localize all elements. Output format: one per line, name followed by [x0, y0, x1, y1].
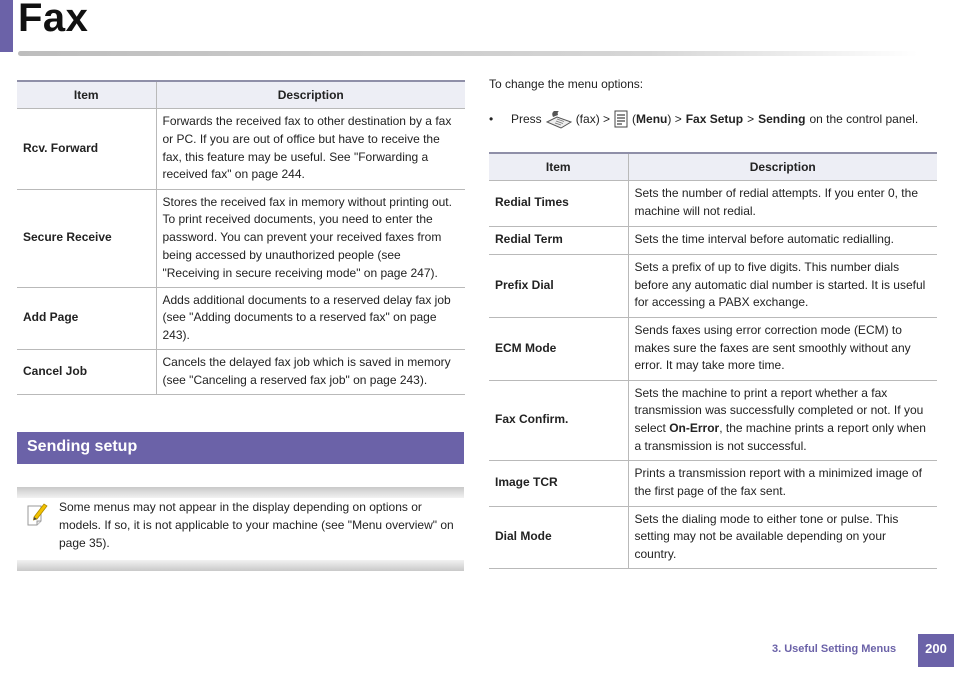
press-label: Press: [511, 112, 542, 126]
row-item: Image TCR: [489, 460, 628, 506]
row-item: Rcv. Forward: [17, 108, 156, 189]
table-row: [489, 380, 937, 460]
table-row: [489, 254, 937, 317]
note-bottom-band: [17, 560, 464, 571]
row-description: Sets the dialing mode to either tone or pulse. This setting may not be available depending on your country.: [634, 511, 899, 562]
fax-setup-label: Fax Setup: [685, 112, 744, 126]
section-heading: Sending setup: [17, 432, 464, 464]
row-item: Redial Term: [489, 226, 628, 254]
separator-gt: >: [747, 112, 755, 126]
row-item: Dial Mode: [489, 506, 628, 568]
paren-open: (: [632, 112, 637, 126]
row-description: Sends faxes using error correction mode (ECM) to makes sure the faxes are sent smoothly without any error. It may take more time.: [634, 322, 911, 373]
fax-icon: [545, 108, 573, 130]
row-description: Stores the received fax in memory without printing out. To print received documents, you need to enter the password. You can prevent your received faxes from being accessed by unauthorized people (see "Receiving in secure receiving mode" on page 247).: [162, 194, 452, 280]
table-row: [489, 317, 937, 380]
note-top-band: [17, 487, 464, 498]
column-header-item: Item: [17, 81, 156, 108]
row-item: Redial Times: [489, 180, 628, 226]
column-header-description: Description: [628, 153, 937, 180]
row-description: Cancels the delayed fax job which is saved in memory (see "Canceling a reserved fax job" on page 243).: [162, 355, 451, 387]
instruction-tail: on the control panel.: [809, 112, 919, 126]
table-header-row: [489, 153, 937, 180]
menu-label: Menu: [636, 112, 668, 126]
table-row: [17, 287, 465, 349]
row-description: Sets a prefix of up to five digits. This number dials before any automatic dial number is started. It is useful for accessing a PABX exchange.: [634, 259, 926, 310]
row-item: Secure Receive: [17, 189, 156, 287]
row-description: Sets the time interval before automatic redialling.: [634, 232, 894, 247]
column-header-item: Item: [489, 153, 628, 180]
title-divider: [18, 51, 918, 56]
on-error-label: On-Error: [669, 421, 720, 436]
menu-icon: [613, 110, 629, 128]
row-item: ECM Mode: [489, 317, 628, 380]
table-row: [489, 180, 937, 226]
page-title: Fax: [18, 0, 89, 40]
row-item: Add Page: [17, 287, 156, 349]
column-header-description: Description: [156, 81, 465, 108]
note-text: Some menus may not appear in the display depending on options or models. If so, it is not applicable to your machine (see "Menu overview" on page 35).: [59, 500, 454, 550]
row-description: [628, 380, 937, 460]
row-item: Prefix Dial: [489, 254, 628, 317]
page-number: 200: [918, 634, 954, 667]
receiving-options-table: [17, 80, 465, 395]
table-header-row: [17, 81, 465, 108]
intro-text: To change the menu options:: [489, 77, 644, 91]
sending-label: Sending: [758, 112, 806, 126]
table-row: [17, 189, 465, 287]
footer-chapter: 3. Useful Setting Menus: [772, 643, 897, 655]
table-row: [17, 108, 465, 189]
row-item: Fax Confirm.: [489, 380, 628, 460]
instruction-step: [489, 104, 949, 134]
row-description: Sets the number of redial attempts. If you enter 0, the machine will not redial.: [634, 186, 918, 218]
sending-options-table: [489, 152, 937, 569]
note-box: [17, 487, 464, 571]
desc-part: , the machine prints a report only when a transmission is not successful.: [634, 421, 926, 453]
fax-label: (fax) >: [575, 112, 611, 126]
row-item: Cancel Job: [17, 349, 156, 394]
table-row: [489, 226, 937, 254]
row-description: Prints a transmission report with a minimized image of the first page of the fax sent.: [634, 466, 922, 499]
table-row: [489, 460, 937, 506]
row-description: Adds additional documents to a reserved delay fax job (see "Adding documents to a reserved fax" on page 243).: [162, 292, 451, 343]
note-pencil-icon: [25, 501, 49, 527]
after-menu: ) >: [667, 112, 682, 126]
row-description: Forwards the received fax to other destination by a fax or PC. If you are out of office but have to receive the fax, this feature may be useful. See "Forwarding a received fax" on page 244.: [162, 113, 452, 182]
bullet-marker: •: [489, 112, 494, 126]
table-row: [489, 506, 937, 568]
title-accent-bar: [0, 0, 13, 52]
desc-part: Sets the machine to print a report whether a fax transmission was successfully completed or not. If you select: [634, 385, 924, 436]
table-row: [17, 349, 465, 394]
